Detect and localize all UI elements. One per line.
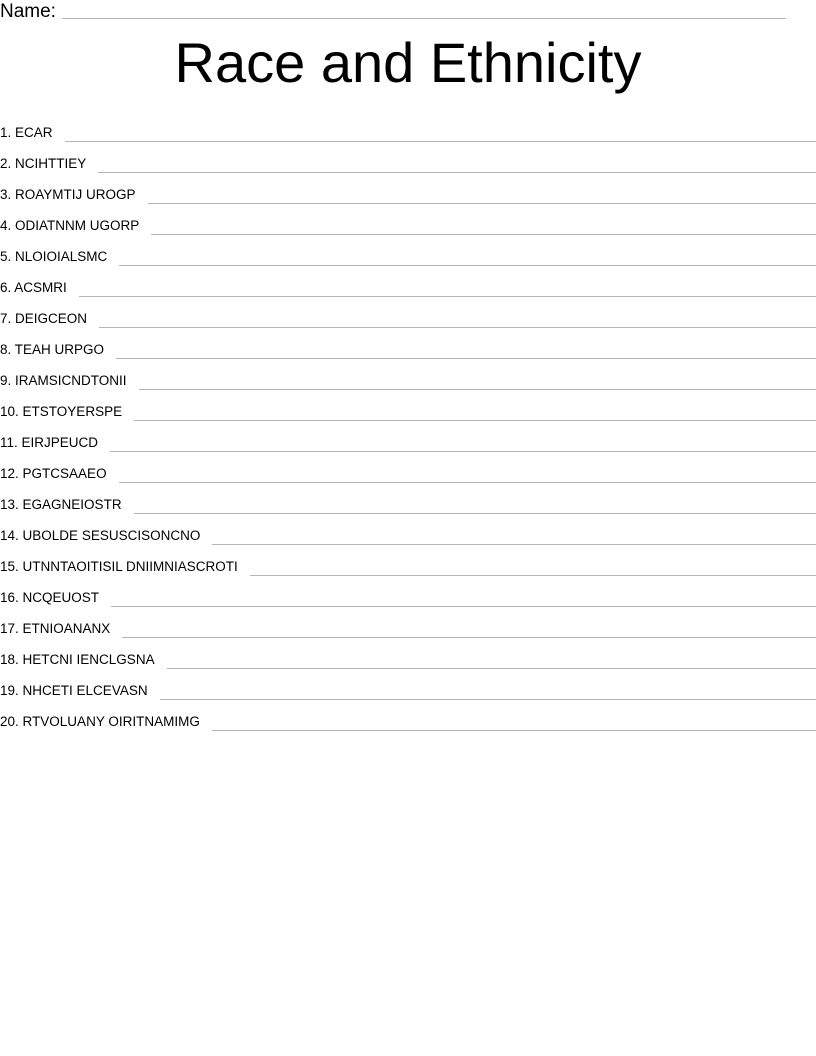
question-number: 6. <box>0 280 12 295</box>
question-number: 7. <box>0 311 12 326</box>
question-label <box>0 125 65 143</box>
question-label <box>0 683 160 701</box>
answer-line[interactable] <box>250 575 816 576</box>
answer-line[interactable] <box>212 730 816 731</box>
scrambled-word: TEAH URPGO <box>14 342 105 357</box>
answer-line[interactable] <box>151 234 816 235</box>
question-number: 19. <box>0 683 19 698</box>
question-number: 20. <box>0 714 19 729</box>
scrambled-word: RTVOLUANY OIRITNAMIMG <box>22 714 200 729</box>
question-row <box>0 670 816 701</box>
answer-line[interactable] <box>167 668 816 669</box>
answer-line[interactable] <box>65 141 816 142</box>
question-number: 17. <box>0 621 19 636</box>
question-number: 10. <box>0 404 19 419</box>
question-number: 3. <box>0 187 12 202</box>
question-label <box>0 249 119 267</box>
question-row <box>0 515 816 546</box>
question-label <box>0 373 139 391</box>
question-label <box>0 218 151 236</box>
answer-line[interactable] <box>212 544 816 545</box>
question-number: 5. <box>0 249 12 264</box>
question-number: 9. <box>0 373 12 388</box>
scrambled-word: NHCETI ELCEVASN <box>22 683 148 698</box>
question-row <box>0 608 816 639</box>
question-number: 2. <box>0 156 12 171</box>
scrambled-word: IRAMSICNDTONII <box>15 373 127 388</box>
answer-line[interactable] <box>98 172 816 173</box>
scrambled-word: ACSMRI <box>14 280 67 295</box>
name-row <box>0 0 786 22</box>
scrambled-word: ROAYMTIJ UROGP <box>15 187 136 202</box>
question-label <box>0 187 148 205</box>
question-row <box>0 546 816 577</box>
question-label <box>0 466 119 484</box>
question-row <box>0 639 816 670</box>
answer-line[interactable] <box>160 699 816 700</box>
question-label <box>0 559 250 577</box>
question-label <box>0 280 79 298</box>
question-row <box>0 205 816 236</box>
question-label <box>0 435 110 453</box>
scrambled-word: HETCNI IENCLGSNA <box>22 652 155 667</box>
question-row <box>0 267 816 298</box>
question-label <box>0 156 98 174</box>
question-row <box>0 577 816 608</box>
scrambled-word: ETSTOYERSPE <box>22 404 123 419</box>
answer-line[interactable] <box>119 482 816 483</box>
question-row <box>0 112 816 143</box>
answer-line[interactable] <box>99 327 816 328</box>
answer-line[interactable] <box>119 265 816 266</box>
scrambled-word: ODIATNNM UGORP <box>15 218 140 233</box>
scrambled-word: PGTCSAAEO <box>22 466 107 481</box>
question-label <box>0 497 134 515</box>
scrambled-word: DEIGCEON <box>15 311 88 326</box>
question-number: 15. <box>0 559 19 574</box>
question-label <box>0 528 212 546</box>
answer-line[interactable] <box>116 358 816 359</box>
answer-line[interactable] <box>134 420 816 421</box>
name-answer-line[interactable] <box>62 18 786 19</box>
answer-line[interactable] <box>134 513 816 514</box>
question-label <box>0 342 116 360</box>
question-row <box>0 391 816 422</box>
question-number: 13. <box>0 497 19 512</box>
scrambled-word: UTNNTAOITISIL DNIIMNIASCROTI <box>22 559 238 574</box>
answer-line[interactable] <box>148 203 816 204</box>
question-row <box>0 329 816 360</box>
question-number: 12. <box>0 466 19 481</box>
answer-line[interactable] <box>111 606 816 607</box>
question-label <box>0 652 167 670</box>
question-row <box>0 143 816 174</box>
question-row <box>0 484 816 515</box>
question-number: 4. <box>0 218 12 233</box>
question-label <box>0 590 111 608</box>
question-number: 14. <box>0 528 19 543</box>
scrambled-word: ETNIOANANX <box>22 621 111 636</box>
scrambled-word: NCIHTTIEY <box>15 156 87 171</box>
scrambled-word: UBOLDE SESUSCISONCNO <box>22 528 201 543</box>
question-row <box>0 453 816 484</box>
question-row <box>0 174 816 205</box>
question-label <box>0 714 212 732</box>
question-label <box>0 311 99 329</box>
question-list <box>0 112 816 732</box>
question-number: 1. <box>0 125 12 140</box>
name-label: Name: <box>0 1 56 22</box>
question-number: 11. <box>0 435 18 450</box>
answer-line[interactable] <box>79 296 816 297</box>
scrambled-word: NLOIOIALSMC <box>15 249 108 264</box>
answer-line[interactable] <box>139 389 816 390</box>
question-row <box>0 422 816 453</box>
scrambled-word: EGAGNEIOSTR <box>22 497 122 512</box>
question-row <box>0 236 816 267</box>
question-row <box>0 701 816 732</box>
worksheet-title: Race and Ethnicity <box>174 31 642 94</box>
question-number: 8. <box>0 342 12 357</box>
answer-line[interactable] <box>110 451 816 452</box>
scrambled-word: NCQEUOST <box>22 590 100 605</box>
question-row <box>0 360 816 391</box>
question-label <box>0 404 134 422</box>
answer-line[interactable] <box>122 637 816 638</box>
question-number: 18. <box>0 652 19 667</box>
question-number: 16. <box>0 590 19 605</box>
scrambled-word: EIRJPEUCD <box>21 435 99 450</box>
scrambled-word: ECAR <box>15 125 53 140</box>
question-label <box>0 621 122 639</box>
question-row <box>0 298 816 329</box>
